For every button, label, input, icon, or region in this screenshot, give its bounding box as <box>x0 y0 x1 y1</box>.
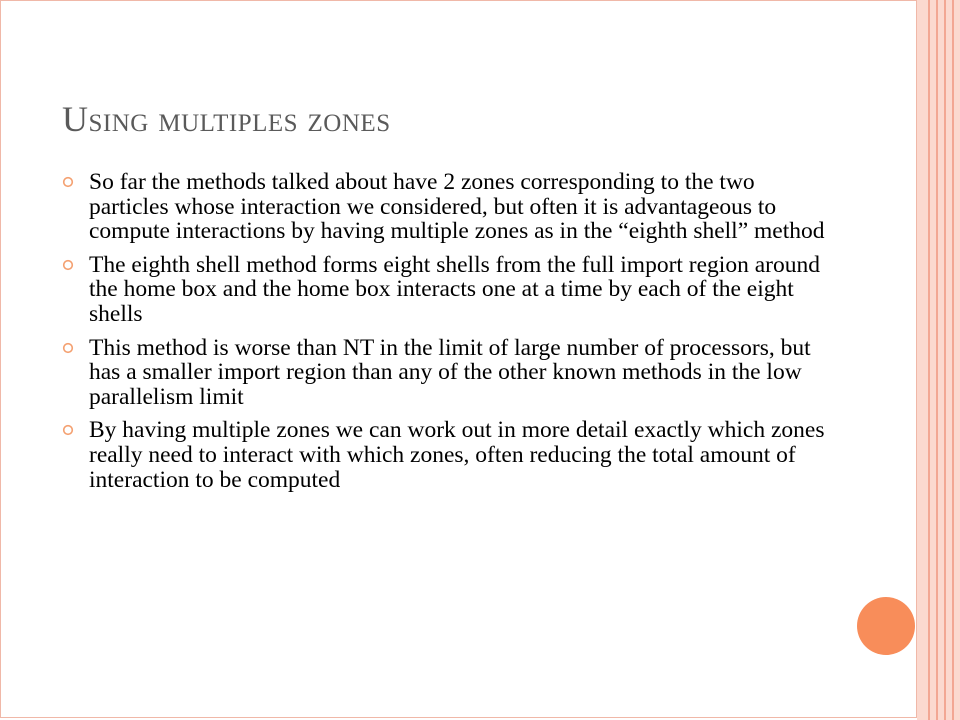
ring-bullet-icon <box>62 259 74 271</box>
decorative-stripe <box>944 0 946 720</box>
bullet-text: So far the methods talked about have 2 zones corresponding to the two particles whose interaction we considered, but often it is advantageous to compute interactions by having multiple zones as in the “eighth shell” method <box>89 169 825 245</box>
bullet-text: The eighth shell method forms eight shells from the full import region around the home box and the home box interacts one at a time by each of the eight shells <box>89 251 820 327</box>
ring-bullet-icon <box>62 342 74 354</box>
bullet-text: This method is worse than NT in the limit of large number of processors, but has a smaller import region than any of the other known methods in the low parallelism limit <box>89 334 811 410</box>
bullet-list <box>62 170 832 501</box>
slide-title: Using multiples zones <box>62 99 391 139</box>
list-item <box>62 418 832 492</box>
list-item <box>62 253 832 327</box>
decorative-circle <box>857 597 915 655</box>
decorative-stripe <box>952 0 954 720</box>
list-item <box>62 170 832 244</box>
ring-bullet-icon <box>62 176 74 188</box>
list-item <box>62 336 832 410</box>
decorative-stripe <box>928 0 930 720</box>
ring-bullet-icon <box>62 424 74 436</box>
decorative-stripe <box>936 0 938 720</box>
bullet-text: By having multiple zones we can work out in more detail exactly which zones really need to interact with which zones, often reducing the total amount of interaction to be computed <box>89 417 825 493</box>
